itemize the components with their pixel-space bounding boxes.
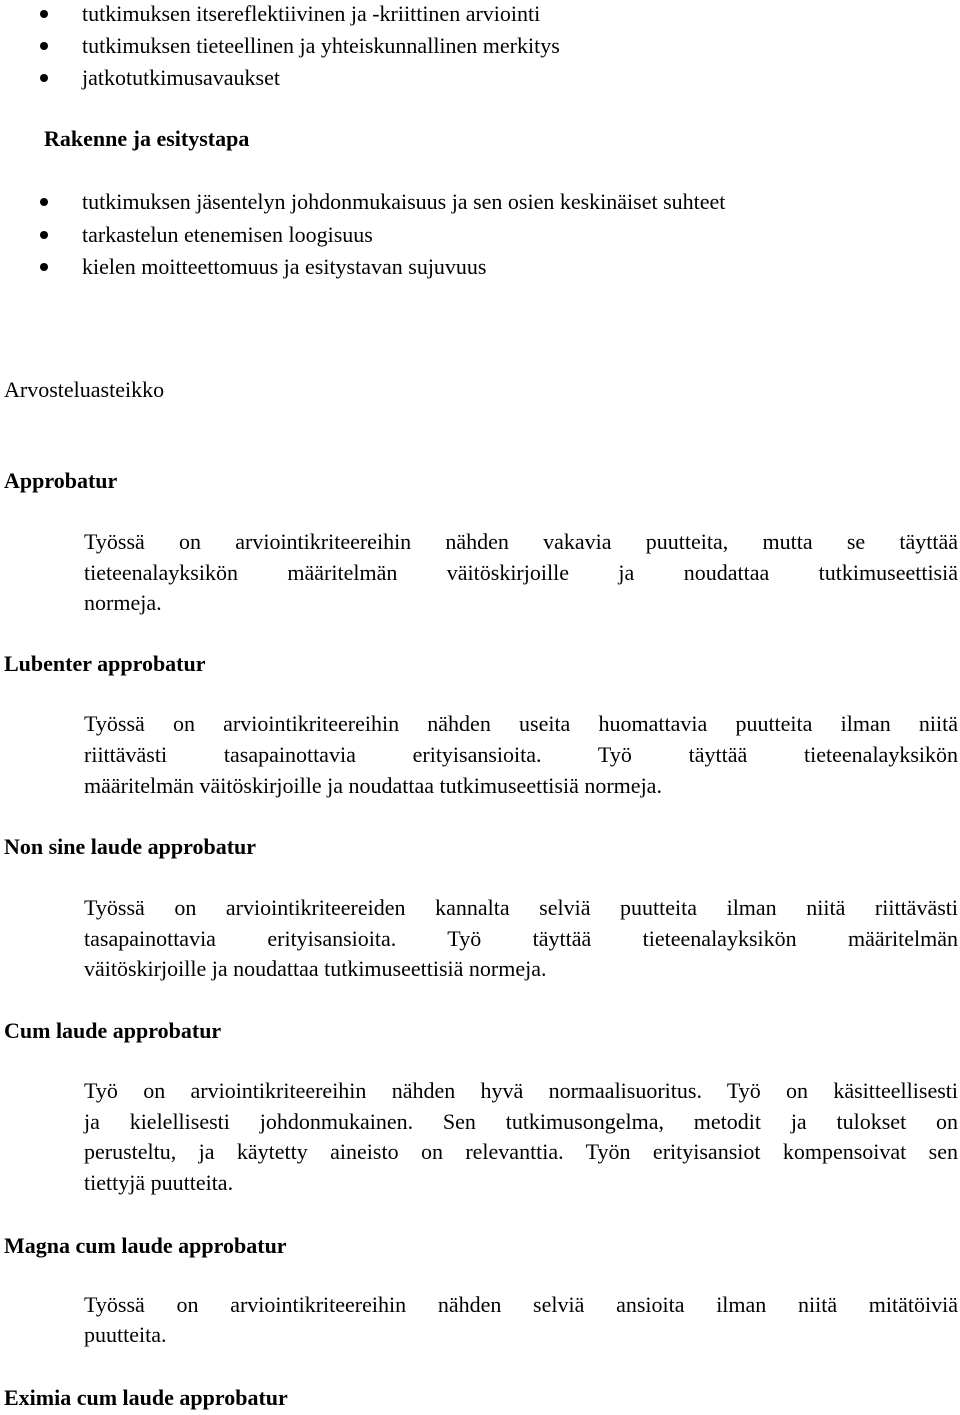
bullet-icon	[40, 231, 48, 239]
bullet-icon	[40, 74, 48, 82]
grade-heading: Lubenter approbatur	[4, 651, 206, 676]
paragraph-line: Työssä on arviointikriteereihin nähden vakavia puutteita, mutta se täyttää	[84, 529, 958, 554]
paragraph-line: tieteenalayksikön määritelmän väitöskirjoille ja noudattaa tutkimuseettisiä	[84, 560, 958, 585]
paragraph-line: Työ on arviointikriteereihin nähden hyvä normaalisuoritus. Työ on käsitteellisesti	[84, 1078, 958, 1103]
grade-heading: Non sine laude approbatur	[4, 834, 257, 859]
paragraph-line: perusteltu, ja käytetty aineisto on relevanttia. Työn erityisansiot kompensoivat sen	[84, 1139, 958, 1164]
structure-heading: Rakenne ja esitystapa	[44, 126, 250, 151]
grade-heading: Magna cum laude approbatur	[4, 1233, 287, 1258]
grade-heading: Eximia cum laude approbatur	[4, 1385, 288, 1410]
bullet-icon	[40, 198, 48, 206]
paragraph-line: normeja.	[84, 590, 162, 615]
paragraph-line: määritelmän väitöskirjoille ja noudattaa tutkimuseettisiä normeja.	[84, 773, 662, 798]
paragraph-line: tasapainottavia erityisansioita. Työ täyttää tieteenalayksikön määritelmän	[84, 926, 958, 951]
paragraph-line: puutteita.	[84, 1322, 167, 1347]
paragraph-line: väitöskirjoille ja noudattaa tutkimuseettisiä normeja.	[84, 956, 547, 981]
paragraph-line: ja kielellisesti johdonmukainen. Sen tutkimusongelma, metodit ja tulokset on	[84, 1109, 958, 1134]
paragraph-line: tiettyjä puutteita.	[84, 1170, 234, 1195]
paragraph-line: Työssä on arviointikriteereiden kannalta selviä puutteita ilman niitä riittävästi	[84, 895, 958, 920]
paragraph-line: Työssä on arviointikriteereihin nähden selviä ansioita ilman niitä mitätöiviä	[84, 1292, 958, 1317]
grade-heading: Approbatur	[4, 468, 118, 493]
bullet-icon	[40, 10, 48, 18]
paragraph-line: Työssä on arviointikriteereihin nähden useita huomattavia puutteita ilman niitä	[84, 711, 958, 736]
bullet-icon	[40, 263, 48, 271]
bullet-icon	[40, 42, 48, 50]
paragraph-line: riittävästi tasapainottavia erityisansioita. Työ täyttää tieteenalayksikön	[84, 742, 958, 767]
scale-heading: Arvosteluasteikko	[4, 377, 165, 402]
grade-heading: Cum laude approbatur	[4, 1018, 222, 1043]
